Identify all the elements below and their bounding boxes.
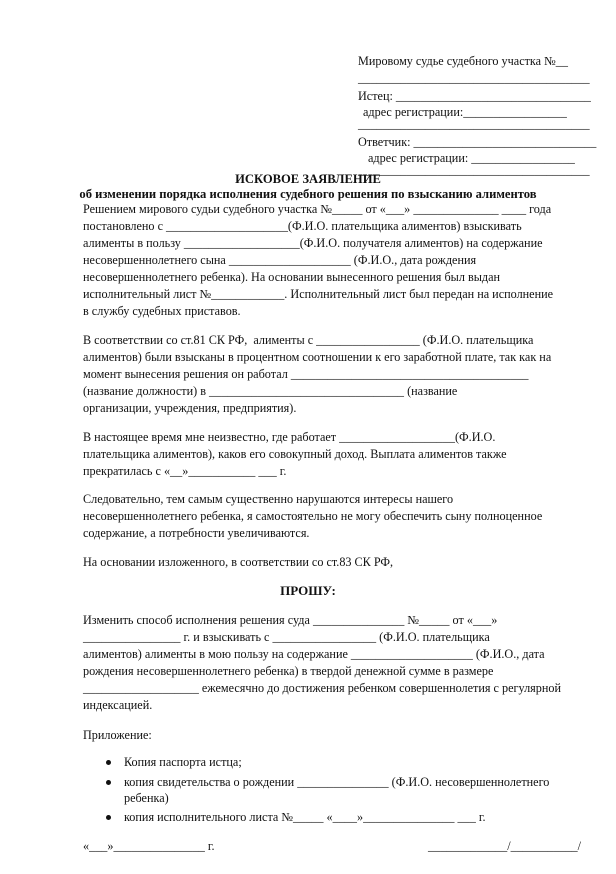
paragraph-1-line: алименты в пользу ___________________(Ф.И.О. получателя алиментов) на содержание (83, 236, 543, 250)
signature-line: _____________/___________/ (428, 839, 582, 853)
paragraph-4-line: содержание, а потребности увеличиваются. (83, 526, 310, 540)
paragraph-4-line: несовершеннолетнего ребенка, я самостоятельно не могу обеспечить сыну полноценное (83, 509, 543, 523)
paragraph-2-line: В соответствии со ст.81 СК РФ, алименты с _________________ (Ф.И.О. плательщика (83, 333, 534, 347)
judge-line: Мировому судье судебного участка №__ (358, 54, 568, 68)
attachment-item: копия исполнительного листа №_____ «____»_______________ ___ г. (124, 810, 486, 824)
paragraph-1-line: постановлено с ____________________(Ф.И.О. плательщика алиментов) взыскивать (83, 219, 522, 233)
header-separator: ______________________________________ (358, 117, 590, 131)
paragraph-2-line: момент вынесения решения он работал _______________________________________ (83, 367, 529, 381)
request-line: алиментов) алименты в мою пользу на содержание ____________________ (Ф.И.О., дата (83, 647, 545, 661)
bullet-icon (106, 760, 111, 765)
request-line: рождения несовершеннолетнего ребенка) в твердой денежной сумме в размере (83, 664, 494, 678)
paragraph-1-line: в службу судебных приставов. (83, 304, 241, 318)
request-line: индексацией. (83, 698, 153, 712)
paragraph-1-line: Решением мирового судьи судебного участка №_____ от «___» ______________ ____ года (83, 202, 552, 216)
attachment-item-continuation: ребенка) (124, 791, 169, 805)
paragraph-4-line: Следовательно, тем самым существенно нарушаются интересы нашего (83, 492, 454, 506)
paragraph-2-line: организации, учреждения, предприятия). (83, 401, 297, 415)
defendant-address-line: адрес регистрации: _________________ (368, 151, 575, 165)
paragraph-2-line: алиментов) были взысканы в процентном соотношении к его заработной плате, так как на (83, 350, 552, 364)
date-line: «___»_______________ г. (83, 839, 215, 853)
plaintiff-line: Истец: ________________________________ (358, 89, 591, 103)
document-title: ИСКОВОЕ ЗАЯВЛЕНИЕ (235, 172, 381, 186)
paragraph-3-line: плательщика алиментов), каков его совокупный доход. Выплата алиментов также (83, 447, 507, 461)
attachments-heading: Приложение: (83, 728, 152, 742)
paragraph-1-line: несовершеннолетнего сына ____________________ (Ф.И.О., дата рождения (83, 253, 477, 267)
paragraph-5-line: На основании изложенного, в соответствии со ст.83 СК РФ, (83, 555, 394, 569)
paragraph-1-line: несовершеннолетнего ребенка). На основании вынесенного решения был выдан (83, 270, 501, 284)
document-subtitle: об изменении порядка исполнения судебного решения по взысканию алиментов (79, 187, 537, 201)
header-separator: ______________________________________ (358, 71, 590, 85)
attachment-item: копия свидетельства о рождении _______________ (Ф.И.О. несовершеннолетнего (124, 775, 550, 789)
bullet-icon (106, 815, 111, 820)
request-line: ___________________ ежемесячно до достижения ребенком совершеннолетия с регулярной (83, 681, 561, 695)
request-heading: ПРОШУ: (280, 583, 336, 598)
defendant-line: Ответчик: ______________________________ (358, 135, 597, 149)
paragraph-1-line: исполнительный лист №____________. Исполнительный лист был передан на исполнение (83, 287, 554, 301)
request-line: ________________ г. и взыскивать с _________________ (Ф.И.О. плательщика (83, 630, 490, 644)
plaintiff-address-line: адрес регистрации:_________________ (363, 105, 567, 119)
request-line: Изменить способ исполнения решения суда _______________ №_____ от «___» (83, 613, 498, 627)
bullet-icon (106, 780, 111, 785)
attachment-item: Копия паспорта истца; (124, 755, 242, 769)
paragraph-2-line: (название должности) в ________________________________ (название (83, 384, 458, 398)
header-separator: ______________________________________ (358, 163, 590, 177)
paragraph-3-line: прекратилась с «__»___________ ___ г. (83, 464, 287, 478)
paragraph-3-line: В настоящее время мне неизвестно, где работает ___________________(Ф.И.О. (83, 430, 496, 444)
